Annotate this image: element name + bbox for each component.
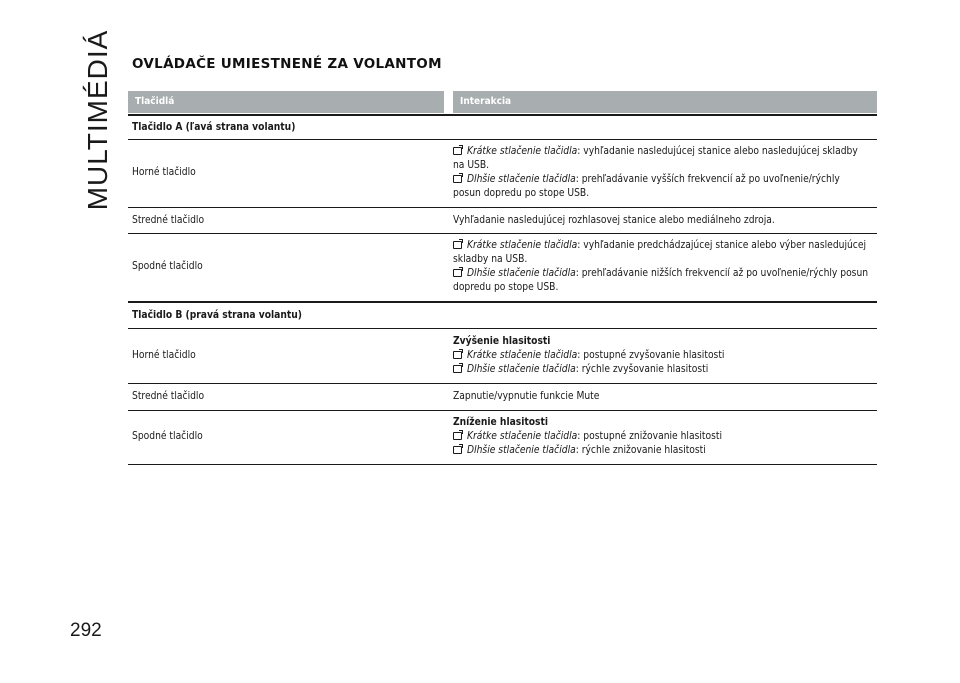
long-press-text: : prehľadávanie nižších frekvencií až po uvoľnenie/rýchly posun dopredu po stope USB. xyxy=(453,268,869,293)
row-label: Horné tlačidlo xyxy=(132,167,196,178)
section-b-title: Tlačidlo B (pravá strana volantu) xyxy=(132,309,302,321)
header-buttons: Tlačidlá xyxy=(128,91,444,113)
long-press-label: Dlhšie stlačenie tlačidla xyxy=(467,445,576,456)
press-button-icon xyxy=(453,269,462,277)
row-label: Horné tlačidlo xyxy=(132,349,196,361)
short-press-text: : postupné znižovanie hlasitosti xyxy=(577,431,723,442)
row-label: Stredné tlačidlo xyxy=(132,214,205,226)
row-label: Spodné tlačidlo xyxy=(132,431,203,442)
table-row xyxy=(128,207,877,233)
row-label: Stredné tlačidlo xyxy=(132,391,205,402)
short-press-label: Krátke stlačenie tlačidla xyxy=(467,240,578,251)
section-a-title: Tlačidlo A (ľavá strana volantu) xyxy=(132,121,296,133)
short-press-text: : vyhľadanie nasledujúcej stanice alebo nasledujúcej skladby na USB. xyxy=(453,146,858,171)
press-button-icon xyxy=(453,446,462,454)
table-row xyxy=(128,410,877,465)
row-interaction: Vyhľadanie nasledujúcej rozhlasovej stanice alebo mediálneho zdroja. xyxy=(453,214,775,226)
volume-down-heading: Zníženie hlasitosti xyxy=(453,417,549,428)
press-button-icon xyxy=(453,175,462,183)
header-interaction: Interakcia xyxy=(453,91,877,113)
table-row xyxy=(128,383,877,410)
long-press-text: : prehľadávanie vyšších frekvencií až po uvoľnenie/rýchly posun dopredu po stope USB. xyxy=(453,174,840,199)
short-press-text: : postupné zvyšovanie hlasitosti xyxy=(577,349,725,361)
press-button-icon xyxy=(453,365,462,373)
volume-up-heading: Zvýšenie hlasitosti xyxy=(453,335,551,347)
press-button-icon xyxy=(453,432,462,440)
page-heading: OVLÁDAČE UMIESTNENÉ ZA VOLANTOM xyxy=(132,56,442,72)
row-interaction xyxy=(453,335,877,377)
table-header xyxy=(128,91,877,113)
long-press-label: Dlhšie stlačenie tlačidla xyxy=(467,268,576,279)
long-press-label: Dlhšie stlačenie tlačidla xyxy=(467,174,576,185)
short-press-label: Krátke stlačenie tlačidla xyxy=(467,431,578,442)
long-press-text: : rýchle znižovanie hlasitosti xyxy=(575,445,706,456)
page-number: 292 xyxy=(70,620,102,641)
row-interaction xyxy=(453,239,877,295)
long-press-text: : rýchle zvyšovanie hlasitosti xyxy=(575,363,709,375)
row-interaction xyxy=(453,145,877,201)
short-press-label: Krátke stlačenie tlačidla xyxy=(467,349,578,361)
table-row xyxy=(128,139,877,207)
short-press-text: : vyhľadanie predchádzajúcej stanice alebo výber nasledujúcej skladby na USB. xyxy=(453,240,867,265)
row-interaction: Zapnutie/vypnutie funkcie Mute xyxy=(453,391,600,402)
long-press-label: Dlhšie stlačenie tlačidla xyxy=(467,363,576,375)
table-row xyxy=(128,233,877,301)
chapter-side-title-text: MULTIMÉDIÁ xyxy=(82,29,113,211)
row-interaction xyxy=(453,416,877,458)
row-label: Spodné tlačidlo xyxy=(132,261,203,272)
section-row-b xyxy=(128,301,877,328)
chapter-side-title xyxy=(74,29,122,211)
section-row-a xyxy=(128,114,877,139)
controls-table xyxy=(128,91,877,465)
short-press-label: Krátke stlačenie tlačidla xyxy=(467,146,578,157)
press-button-icon xyxy=(453,147,462,155)
table-row xyxy=(128,328,877,383)
press-button-icon xyxy=(453,241,462,249)
press-button-icon xyxy=(453,351,462,359)
